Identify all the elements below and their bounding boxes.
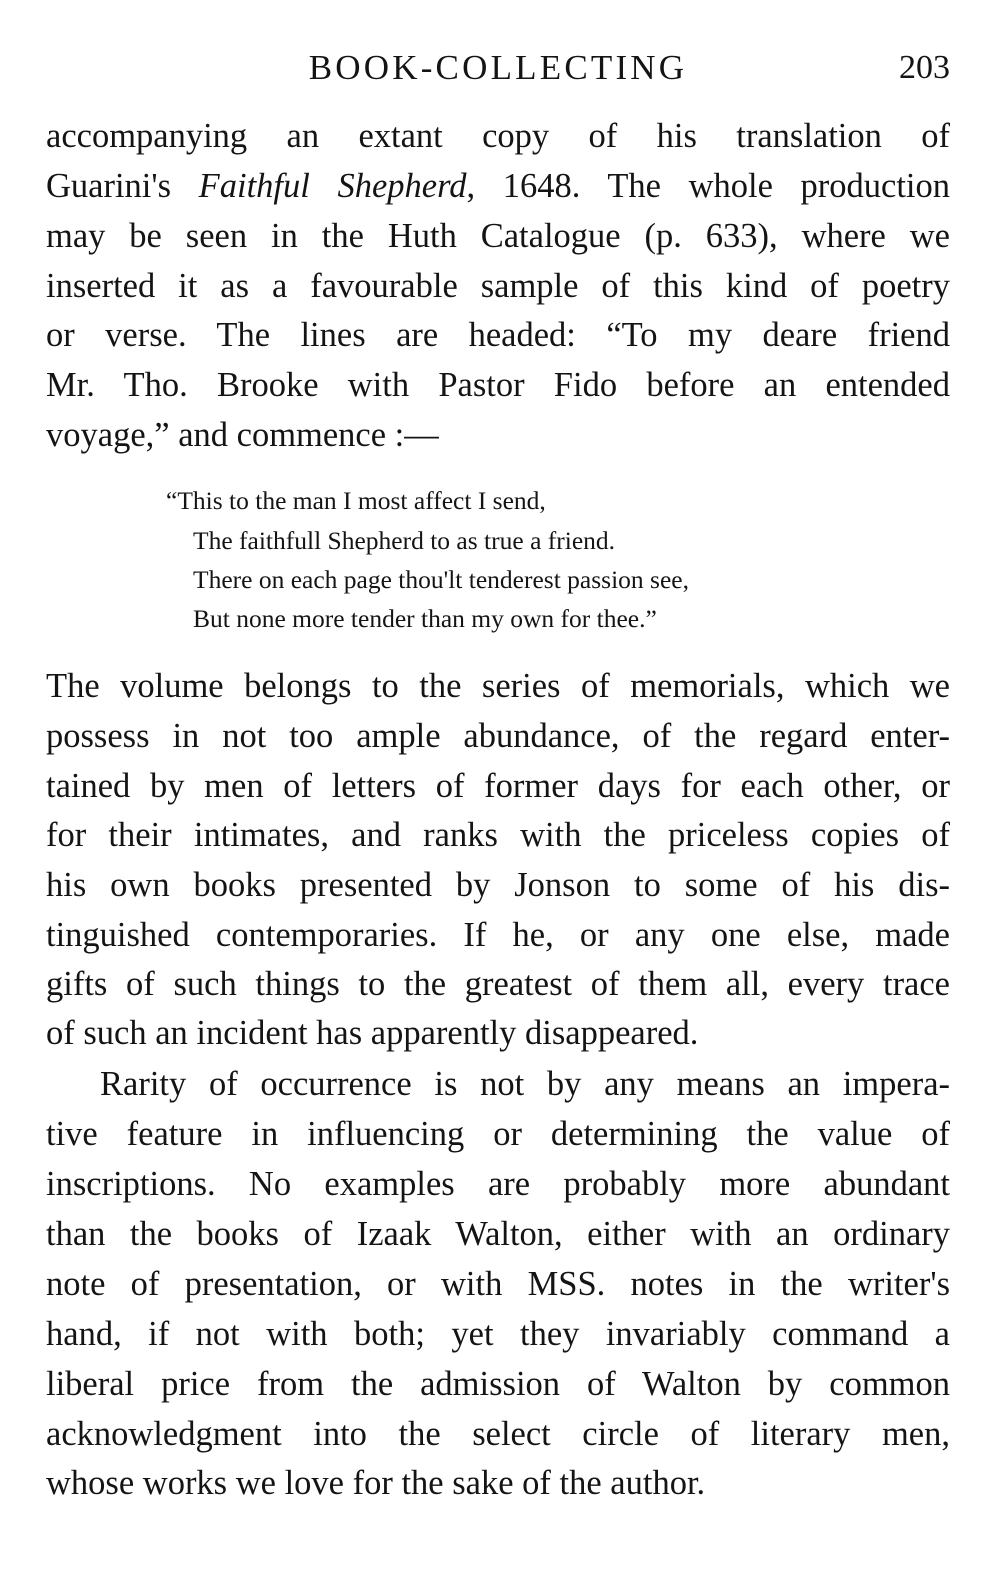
- text-line: for their intimates, and ranks with the priceless copies of: [46, 816, 950, 854]
- text-line: voyage,” and commence :—: [46, 416, 439, 454]
- text-line: inserted it as a favourable sample of this kind of poetry: [46, 267, 950, 305]
- text-line: may be seen in the Huth Catalogue (p. 633), where we: [46, 217, 950, 255]
- text-line: his own books presented by Jonson to some of his dis-: [46, 866, 950, 904]
- text-line: Mr. Tho. Brooke with Pastor Fido before an entended: [46, 366, 950, 404]
- text-line: possess in not too ample abundance, of the regard enter-: [46, 717, 950, 755]
- text-line: accompanying an extant copy of his translation of: [46, 117, 950, 155]
- text-line: tinguished contemporaries. If he, or any one else, made: [46, 916, 950, 954]
- text-line: whose works we love for the sake of the author.: [46, 1464, 706, 1502]
- running-head: [46, 44, 950, 92]
- verse-line: There on each page thou'lt tenderest passion see,: [193, 565, 689, 594]
- text-segment: Guarini's: [46, 167, 199, 205]
- running-title: BOOK-COLLECTING: [308, 48, 688, 87]
- text-line: [46, 162, 950, 210]
- text-line: gifts of such things to the greatest of them all, every trace: [46, 965, 950, 1003]
- text-line: than the books of Izaak Walton, either with an ordinary: [46, 1215, 950, 1253]
- text-line: liberal price from the admission of Walton by common: [46, 1365, 950, 1403]
- verse-line: “This to the man I most affect I send,: [166, 486, 546, 515]
- verse-line: But none more tender than my own for thee.”: [193, 604, 657, 633]
- book-title-italic: Faithful Shepherd: [198, 167, 467, 205]
- text-line: inscriptions. No examples are probably more abundant: [46, 1165, 950, 1203]
- text-line: tained by men of letters of former days for each other, or: [46, 767, 950, 805]
- text-line: The volume belongs to the series of memorials, which we: [46, 667, 950, 705]
- page-number: 203: [899, 49, 950, 86]
- text-line: of such an incident has apparently disappeared.: [46, 1014, 699, 1052]
- text-line: Rarity of occurrence is not by any means an impera-: [100, 1065, 950, 1103]
- text-segment: , 1648. The whole production: [466, 167, 950, 205]
- text-line: tive feature in influencing or determining the value of: [46, 1115, 950, 1153]
- text-line: acknowledgment into the select circle of literary men,: [46, 1415, 950, 1453]
- text-line: note of presentation, or with MSS. notes in the writer's: [46, 1265, 950, 1303]
- verse-line: The faithfull Shepherd to as true a friend.: [193, 526, 616, 555]
- text-line: hand, if not with both; yet they invariably command a: [46, 1315, 950, 1353]
- text-line: or verse. The lines are headed: “To my deare friend: [46, 316, 950, 354]
